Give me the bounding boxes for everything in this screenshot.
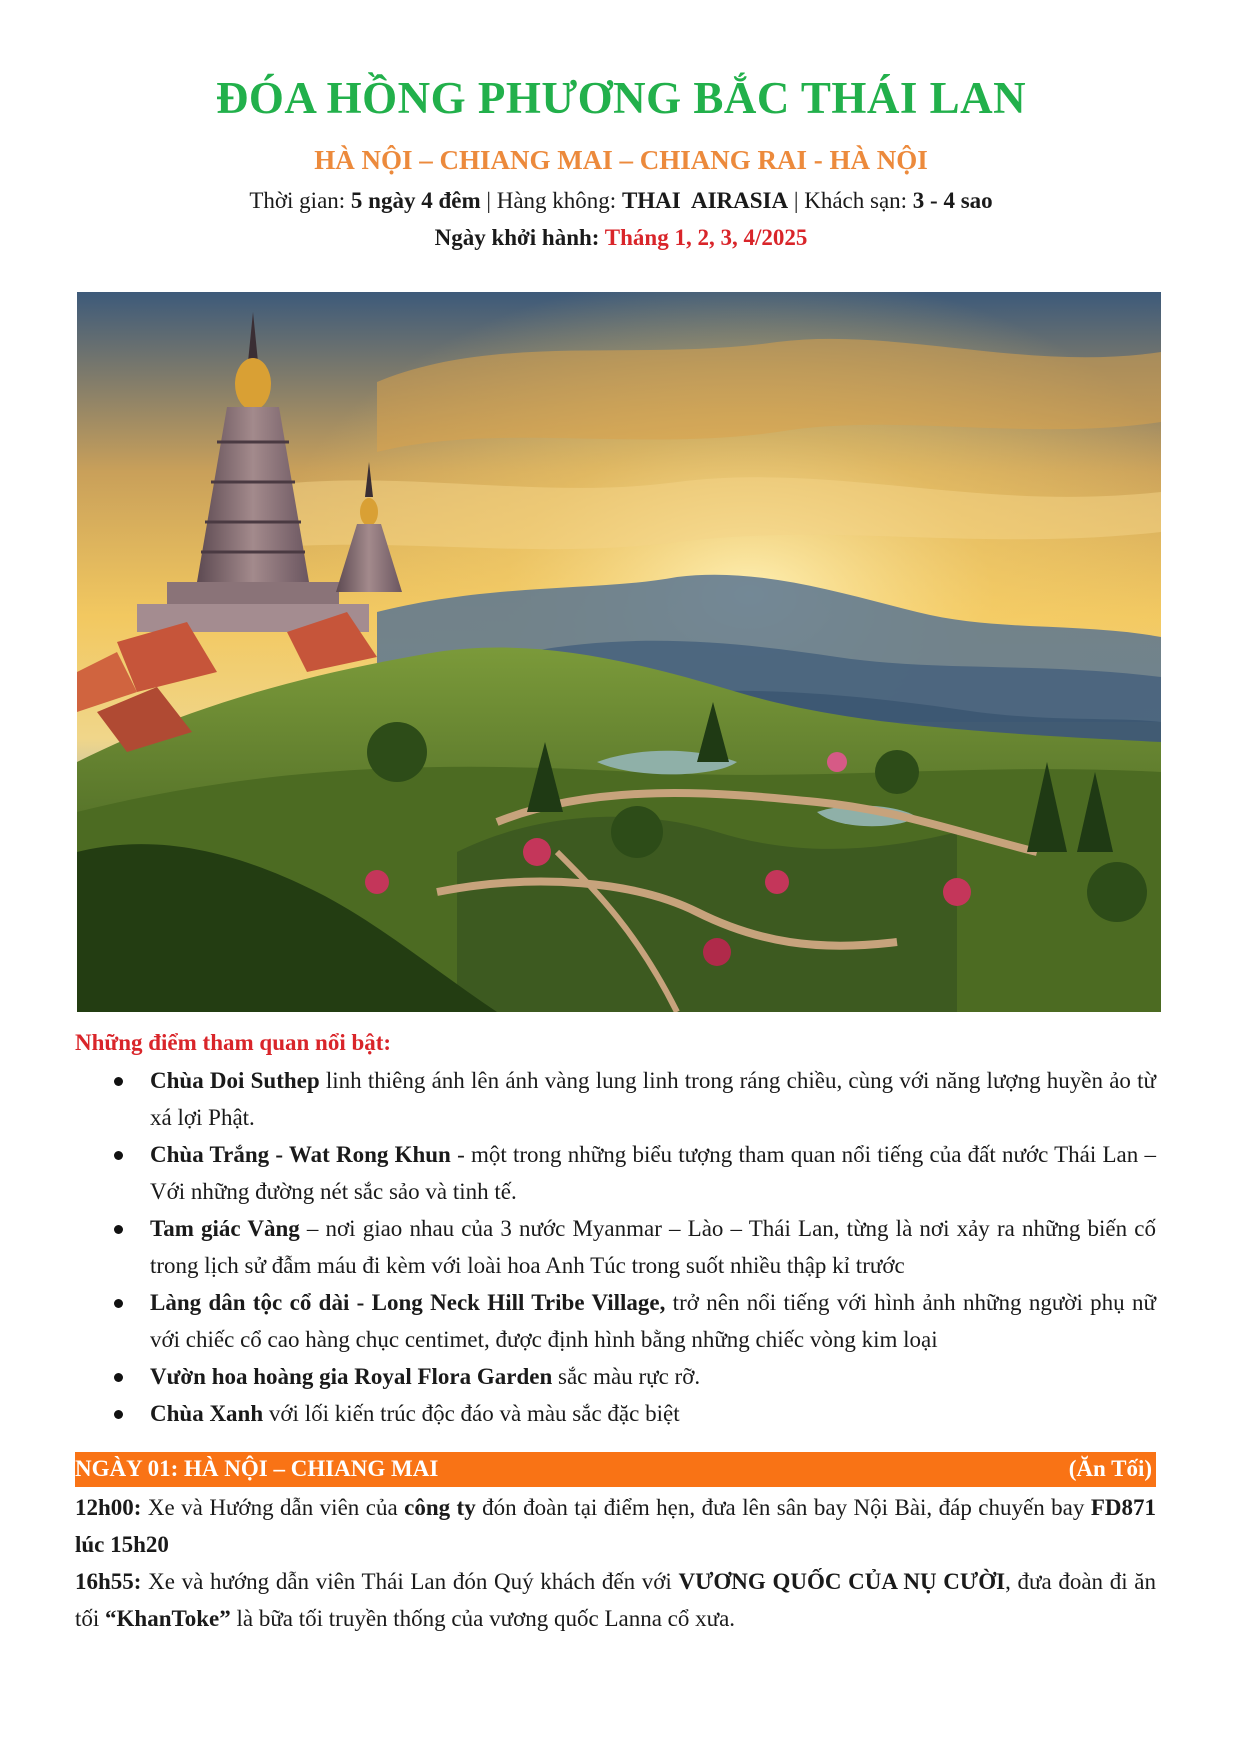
highlight-desc: trở nên nổi tiếng với hình ảnh những người phụ nữ với chiếc cổ cao hàng chục centimet, được định hình bằng những chiếc vòng kim loại [150,1290,1156,1352]
highlight-item [110,1062,1156,1136]
entry-text: Xe và hướng dẫn viên Thái Lan đón Quý khách đến với [141,1569,679,1594]
entry-time: 16h55: [75,1569,142,1594]
hotel-label: | Khách sạn: [788,188,913,213]
highlight-item [110,1358,1156,1395]
flight-info: FD871 lúc 15h20 [75,1495,1156,1557]
airline-value: THAI AIRASIA [621,188,789,213]
bullet-icon [114,1373,123,1382]
bullet-icon [114,1151,123,1160]
highlights-heading: Những điểm tham quan nổi bật: [75,1030,392,1055]
entry-text: Xe và Hướng dẫn viên của [141,1495,405,1520]
hero-photo-doi-inthanon [77,292,1161,1012]
day1-title: NGÀY 01: HÀ NỘI – CHIANG MAI [75,1456,439,1481]
highlight-desc: linh thiêng ánh lên ánh vàng lung linh trong ráng chiều, cùng với năng lượng huyền ảo từ xá lợi Phật. [150,1068,1156,1130]
highlight-name: Chùa Doi Suthep [150,1068,320,1093]
tour-title: ĐÓA HỒNG PHƯƠNG BẮC THÁI LAN [215,73,1027,123]
bullet-icon [114,1299,123,1308]
tour-meta [0,188,1242,214]
highlight-name: Chùa Xanh [150,1401,264,1426]
highlight-item [110,1395,1156,1432]
highlight-item [110,1210,1156,1284]
itinerary-entry [75,1563,1156,1637]
entry-text: , đưa đoàn đi ăn tối [75,1569,1157,1631]
bullet-icon [114,1077,123,1086]
departure-value: Tháng 1, 2, 3, 4/2025 [604,225,808,250]
highlight-desc: – nơi giao nhau của 3 nước Myanmar – Lào – Thái Lan, từng là nơi xảy ra những biến cố trong lịch sử đẫm máu đi kèm với loài hoa Anh Túc trong suốt nhiều thập kỉ trước [150,1216,1156,1278]
day1-header-bar [75,1452,1156,1487]
highlight-desc: sắc màu rực rỡ. [552,1364,701,1389]
departure-line [0,225,1242,251]
itinerary-entry [75,1489,1156,1563]
entry-bold: VƯƠNG QUỐC CỦA NỤ CƯỜI [678,1569,1006,1594]
entry-text: đón đoàn tại điểm hẹn, đưa lên sân bay Nội Bài, đáp chuyến bay [475,1495,1091,1520]
entry-text: là bữa tối truyền thống của vương quốc Lanna cổ xưa. [230,1606,736,1631]
entry-time: 12h00: [75,1495,142,1520]
airline-label: | Hàng không: [480,188,622,213]
highlight-name: Chùa Trắng - Wat Rong Khun [150,1142,451,1167]
day1-meals: (Ăn Tối) [1068,1456,1152,1481]
bullet-icon [114,1225,123,1234]
hotel-value: 3 - 4 sao [912,188,993,213]
highlight-name: Vườn hoa hoàng gia Royal Flora Garden [150,1364,553,1389]
highlight-desc: - một trong những biểu tượng tham quan nổi tiếng của đất nước Thái Lan – Với những đường nét sắc sảo và tinh tế. [150,1142,1156,1204]
highlight-desc: với lối kiến trúc độc đáo và màu sắc đặc biệt [263,1401,680,1426]
entry-bold: “KhanToke” [105,1606,231,1631]
tour-route: HÀ NỘI – CHIANG MAI – CHIANG RAI - HÀ NỘI [314,145,928,175]
entry-bold: công ty [404,1495,476,1520]
day1-itinerary [75,1489,1156,1637]
highlight-item [110,1284,1156,1358]
highlight-name: Làng dân tộc cổ dài - Long Neck Hill Tribe Village, [150,1290,666,1315]
duration-label: Thời gian: [249,188,351,213]
bullet-icon [114,1410,123,1419]
highlights-list [110,1062,1156,1432]
departure-label: Ngày khởi hành: [434,225,605,250]
highlight-name: Tam giác Vàng [150,1216,300,1241]
highlight-item [110,1136,1156,1210]
duration-value: 5 ngày 4 đêm [350,188,481,213]
